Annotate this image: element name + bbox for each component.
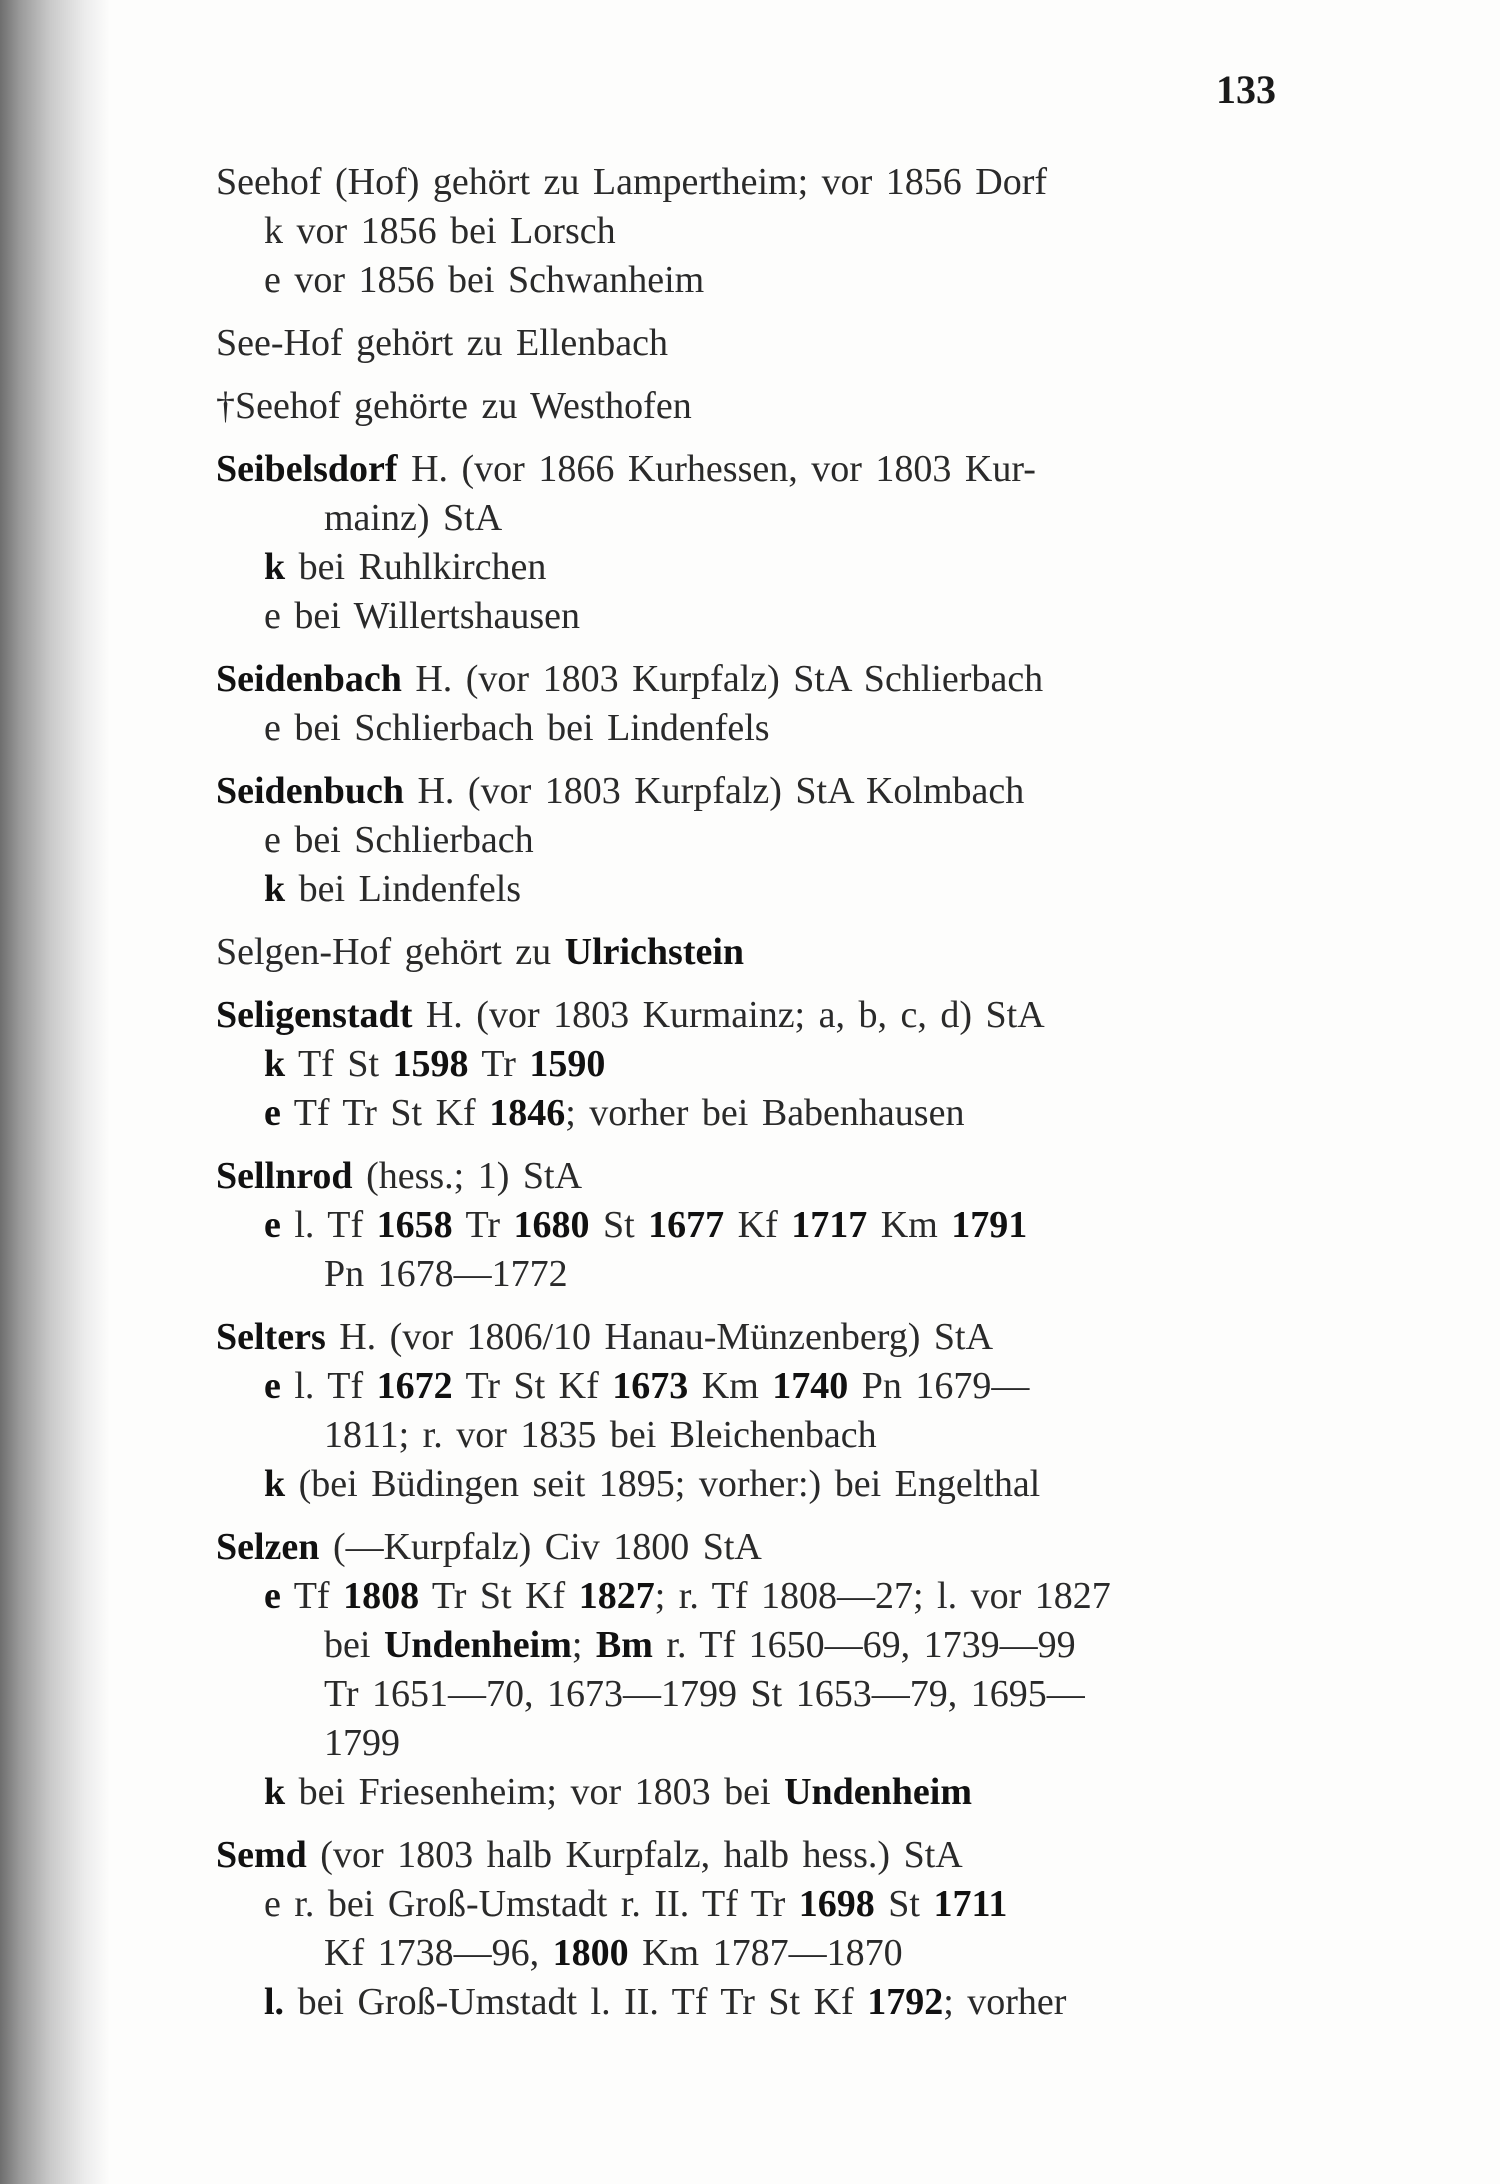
text: Kf 1738—96, [324, 1932, 553, 1974]
entry-headline [216, 382, 1286, 431]
entry-headline [216, 1831, 1286, 1880]
bold-text: 1672 [376, 1365, 453, 1407]
text: Km 1787—1870 [628, 1932, 903, 1974]
bold-text: 1800 [552, 1932, 629, 1974]
gazetteer-entry [216, 991, 1286, 1138]
text: ; [571, 1624, 596, 1666]
text: 1811; r. vor 1835 bei Bleichenbach [324, 1414, 877, 1456]
text: bei Groß-Umstadt l. II. Tf Tr St Kf [284, 1981, 868, 2023]
text: St [589, 1204, 649, 1246]
entry-continuation [216, 1719, 1286, 1768]
text: H. (vor 1806/10 Hanau-Münzenberg) StA [325, 1316, 994, 1358]
bold-text: 1711 [933, 1883, 1008, 1925]
text: e bei Schlierbach bei Lindenfels [264, 707, 770, 749]
bold-text: Undenheim [383, 1624, 572, 1666]
text: H. (vor 1866 Kurhessen, vor 1803 Kur- [397, 448, 1036, 490]
entry-subline [216, 816, 1286, 865]
text: Tr [468, 1043, 530, 1085]
page-number: 133 [1216, 67, 1276, 112]
entry-continuation [216, 1670, 1286, 1719]
bold-text: 1740 [772, 1365, 849, 1407]
entry-subline [216, 1089, 1286, 1138]
gazetteer-entry [216, 1523, 1286, 1817]
entry-subline [216, 1978, 1286, 2027]
entry-headline [216, 319, 1286, 368]
text: ; vorher [943, 1981, 1067, 2023]
text: †Seehof gehörte zu Westhofen [216, 385, 692, 427]
text: H. (vor 1803 Kurpfalz) StA Schlierbach [401, 658, 1044, 700]
bold-text: 1598 [392, 1043, 469, 1085]
bold-text: 1673 [612, 1365, 689, 1407]
bold-text: 1590 [529, 1043, 606, 1085]
text: St [874, 1883, 934, 1925]
gazetteer-entry [216, 1831, 1286, 2027]
bold-text: 1658 [376, 1204, 453, 1246]
gazetteer-entry [216, 158, 1286, 305]
entry-subline [216, 543, 1286, 592]
entry-continuation [216, 1411, 1286, 1460]
entry-subline [216, 1201, 1286, 1250]
entry-subline [216, 704, 1286, 753]
bold-text: 1698 [798, 1883, 875, 1925]
bold-text: Seidenbuch [216, 770, 404, 812]
bold-text: Seibelsdorf [216, 448, 398, 490]
text: e bei Willertshausen [264, 595, 581, 637]
text: ; vorher bei Babenhausen [565, 1092, 965, 1134]
gazetteer-entry [216, 382, 1286, 431]
bold-text: Selzen [216, 1526, 320, 1568]
text: (vor 1803 halb Kurpfalz, halb hess.) StA [306, 1834, 963, 1876]
bold-text: e [264, 1092, 281, 1134]
bold-text: 1827 [578, 1575, 655, 1617]
gazetteer-entry [216, 1152, 1286, 1299]
text: Pn 1679— [848, 1365, 1030, 1407]
bold-text: k [264, 1771, 286, 1813]
gazetteer-entry [216, 319, 1286, 368]
text: bei Ruhlkirchen [285, 546, 547, 588]
entry-subline [216, 1768, 1286, 1817]
text: bei [324, 1624, 384, 1666]
entry-subline [216, 207, 1286, 256]
text: Kf [724, 1204, 792, 1246]
text: e bei Schlierbach [264, 819, 534, 861]
text: Tr 1651—70, 1673—1799 St 1653—79, 1695— [324, 1673, 1085, 1715]
text: Tf [280, 1575, 344, 1617]
text: Km [688, 1365, 773, 1407]
bold-text: Semd [216, 1834, 307, 1876]
bold-text: 1680 [513, 1204, 590, 1246]
bold-text: k [264, 868, 286, 910]
entry-continuation [216, 1621, 1286, 1670]
entry-headline [216, 928, 1286, 977]
gazetteer-entry [216, 928, 1286, 977]
entry-headline [216, 767, 1286, 816]
gazetteer-entry [216, 1313, 1286, 1509]
entry-headline [216, 158, 1286, 207]
text: Tr St Kf [419, 1575, 579, 1617]
bold-text: 1808 [343, 1575, 420, 1617]
entry-headline [216, 1313, 1286, 1362]
entry-subline [216, 1880, 1286, 1929]
gazetteer-entry [216, 655, 1286, 753]
text: (hess.; 1) StA [352, 1155, 583, 1197]
entry-headline [216, 1152, 1286, 1201]
entry-headline [216, 655, 1286, 704]
text: bei Lindenfels [285, 868, 522, 910]
text: See-Hof gehört zu Ellenbach [216, 322, 668, 364]
entry-subline [216, 1460, 1286, 1509]
text: H. (vor 1803 Kurmainz; a, b, c, d) StA [412, 994, 1045, 1036]
text: Tr [452, 1204, 514, 1246]
text: Selgen-Hof gehört zu [216, 931, 565, 973]
text: (bei Büdingen seit 1895; vorher:) bei Engelthal [285, 1463, 1041, 1505]
bold-text: k [264, 1043, 286, 1085]
entry-subline [216, 256, 1286, 305]
bold-text: e [264, 1204, 281, 1246]
text: H. (vor 1803 Kurpfalz) StA Kolmbach [403, 770, 1025, 812]
bold-text: Bm [595, 1624, 653, 1666]
entry-headline [216, 991, 1286, 1040]
bold-text: 1792 [867, 1981, 944, 2023]
text: Pn 1678—1772 [324, 1253, 568, 1295]
bold-text: k [264, 546, 286, 588]
text: e r. bei Groß-Umstadt r. II. Tf Tr [264, 1883, 799, 1925]
entry-continuation [216, 494, 1286, 543]
text: Tf St [285, 1043, 393, 1085]
bold-text: l. [264, 1981, 285, 2023]
bold-text: k [264, 1463, 286, 1505]
text: mainz) StA [324, 497, 503, 539]
bold-text: Seligenstadt [216, 994, 413, 1036]
entry-headline [216, 1523, 1286, 1572]
text: r. Tf 1650—69, 1739—99 [652, 1624, 1076, 1666]
gazetteer-entry [216, 767, 1286, 914]
text: l. Tf [280, 1204, 377, 1246]
entry-subline [216, 1572, 1286, 1621]
entry-headline [216, 445, 1286, 494]
book-binding-shadow [0, 0, 110, 2184]
bold-text: e [264, 1575, 281, 1617]
bold-text: Sellnrod [216, 1155, 353, 1197]
text: Tr St Kf [452, 1365, 613, 1407]
entry-subline [216, 1040, 1286, 1089]
entry-subline [216, 1362, 1286, 1411]
entry-continuation [216, 1929, 1286, 1978]
bold-text: 1791 [951, 1204, 1028, 1246]
bold-text: e [264, 1365, 281, 1407]
text: Tf Tr St Kf [280, 1092, 490, 1134]
gazetteer-entry [216, 445, 1286, 641]
text: 1799 [324, 1722, 400, 1764]
bold-text: 1846 [489, 1092, 566, 1134]
text: l. Tf [280, 1365, 377, 1407]
entry-continuation [216, 1250, 1286, 1299]
gazetteer-entries [216, 158, 1286, 2041]
entry-subline [216, 865, 1286, 914]
text: (—Kurpfalz) Civ 1800 StA [319, 1526, 762, 1568]
text: Km [867, 1204, 952, 1246]
entry-subline [216, 592, 1286, 641]
text: e vor 1856 bei Schwanheim [264, 259, 705, 301]
bold-text: Undenheim [784, 1771, 972, 1813]
text: bei Friesenheim; vor 1803 bei [285, 1771, 785, 1813]
text: Seehof (Hof) gehört zu Lampertheim; vor 1856 Dorf [216, 161, 1048, 203]
bold-text: Ulrichstein [564, 931, 745, 973]
text: k vor 1856 bei Lorsch [264, 210, 616, 252]
bold-text: 1717 [791, 1204, 868, 1246]
bold-text: Selters [216, 1316, 326, 1358]
bold-text: 1677 [648, 1204, 725, 1246]
text: ; r. Tf 1808—27; l. vor 1827 [654, 1575, 1111, 1617]
bold-text: Seidenbach [216, 658, 402, 700]
